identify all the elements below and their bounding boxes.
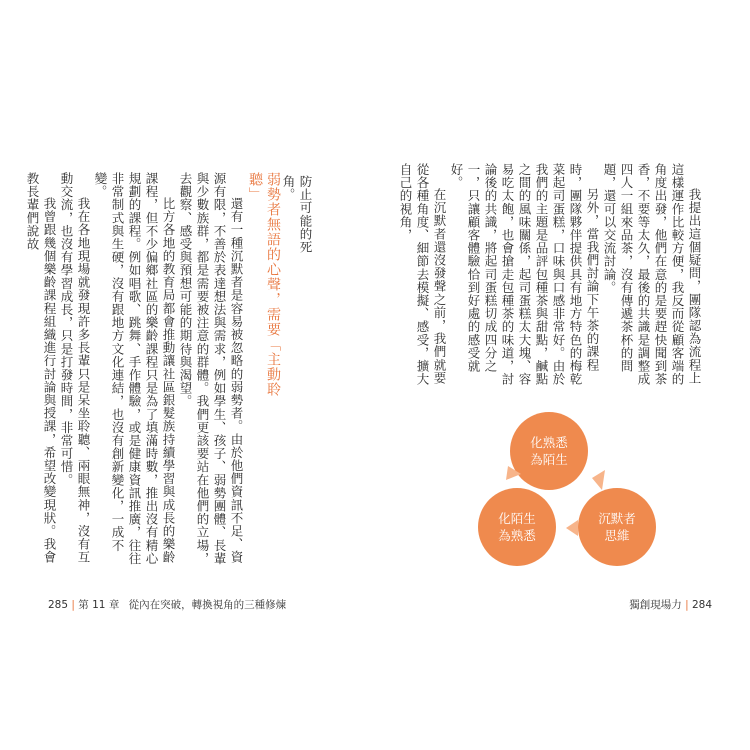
intro-line: 防止可能的死角。: [281, 175, 313, 254]
footer-separator-right: |: [685, 599, 692, 611]
right-footer: [629, 597, 712, 612]
node-silent-thinking: 沉默者 思維: [578, 488, 656, 566]
node-familiarize: 化陌生 為熟悉: [478, 488, 556, 566]
right-paragraph-3: 在沉默者還沒發聲之前，我們就要從各種角度、細節去模擬、感受，擴大自己的視角，: [398, 163, 447, 386]
left-footer: [48, 597, 286, 612]
book-title: 獨創現場力: [629, 599, 682, 611]
left-paragraph-4: 我曾跟幾個樂齡課程組織進行討論與授課，希望改變現狀。我會教長輩們說故: [25, 172, 57, 564]
right-body-text: [398, 163, 703, 393]
footer-separator: |: [71, 599, 79, 611]
right-paragraph-1: 我提出這個疑問，團隊認為流程上這樣運作比較方便，我反而從顧客端的角度出發，他們在意的是要趕快聞到茶香，不要等太久，最後的共識是調整成四人一組來品茶，沒有傳遞茶杯的問題，還可以交流討論。: [602, 163, 702, 386]
left-page-number: 285: [48, 599, 69, 611]
node-defamiliarize: 化熟悉 為陌生: [510, 412, 588, 490]
right-page-number: 284: [691, 599, 712, 611]
chapter-label: 第 11 章: [78, 599, 120, 611]
arrow-top-to-right: [592, 470, 605, 490]
right-paragraph-2: 另外，當我們討論下午茶的課程時，團隊夥伴提供具有地方特色的梅乾菜起司蛋糕，口味與口感非常好。由於我們的主題是品評包種茶與甜點，鹹點之間的風味關係，起司蛋糕太大塊、容易吃太飽，也會搶走包種茶的味道，討論後的共識，將起司蛋糕切成四分之一，只讓顧客體驗恰到好處的感受就好。: [449, 163, 600, 386]
section-heading: 弱勢者無語的心聲，需要「主動聆聽」: [247, 172, 281, 397]
left-paragraph-3: 我在各地現場就發現許多長輩只是呆坐聆聽、兩眼無神，沒有互動交流，也沒有學習成長，只是打發時間，非常可惜。: [59, 172, 91, 564]
arrow-right-to-left: [566, 520, 578, 536]
left-paragraph-1: 還有一種沉默者是容易被忽略的弱勢者。由於他們資訊不足、資源有限，不善於表達想法與需求，例如學生、孩子、弱勢團體、長輩與少數族群，都是需要被注意的群體。我們更該要站在他們的立場，去觀察、感受與預想可能的期待與渴望。: [178, 172, 244, 565]
left-body-text: [25, 172, 245, 572]
chapter-title: 從內在突破，轉換視角的三種修煉: [128, 599, 287, 611]
left-body-intro: [280, 175, 314, 275]
left-paragraph-2: 比方各地的教育局都會推動讓社區銀髮族持續學習與成長的樂齡課程，但不少偏鄉社區的樂齡課程只是為了填滿時數，推出沒有精心規劃的課程。例如唱歌、跳舞、手作體驗，或是健康資訊推廣，往往非常制式與生硬，沒有跟地方文化連結，也沒有創新變化，一成不變。: [93, 172, 176, 565]
